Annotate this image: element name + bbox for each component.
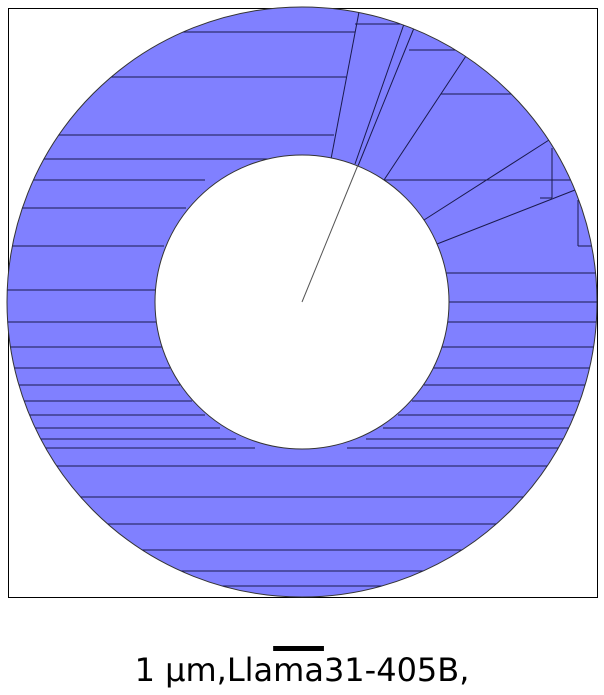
caption-overlined: $\overline{ma}$ [273,651,324,689]
caption-suffix: 31-405B, [323,651,470,689]
figure-caption [0,646,604,694]
caption-pre: 1 µm,Lla [134,651,274,689]
